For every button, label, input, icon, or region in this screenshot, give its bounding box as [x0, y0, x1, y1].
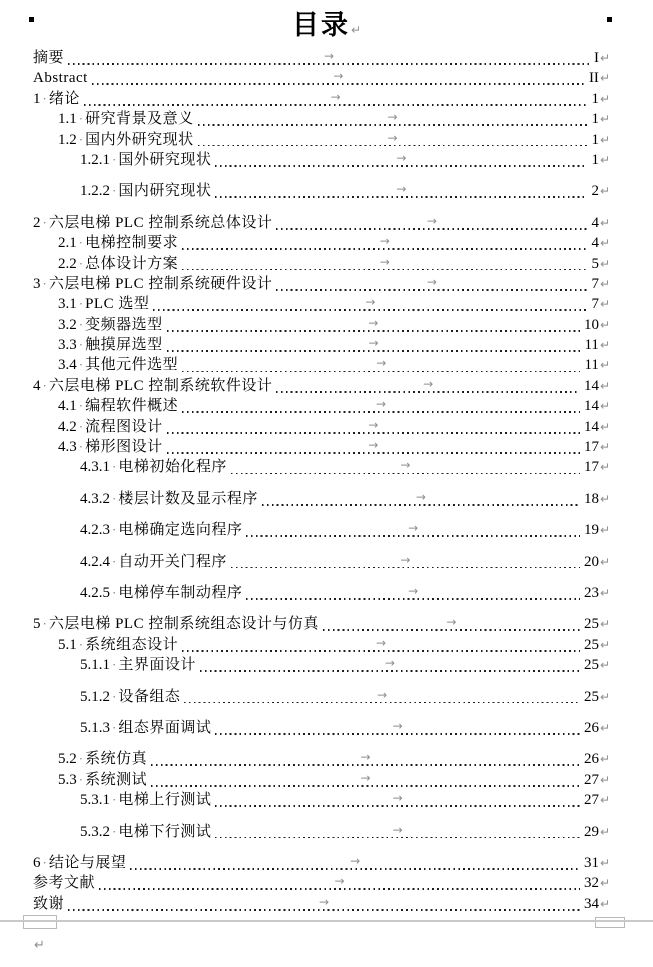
tab-mark-icon: → — [400, 458, 411, 473]
page-number: 10 — [583, 316, 599, 333]
paragraph-mark-icon: ↵ — [599, 491, 610, 506]
space-mark-icon: · — [112, 584, 117, 600]
dot-leader — [181, 233, 588, 253]
page-number: 17 — [583, 459, 599, 476]
entry-number: 5.3.2 — [80, 823, 110, 840]
tab-mark-icon: → — [392, 718, 403, 733]
entry-title: 六层电梯 PLC 控制系统硬件设计 — [48, 275, 273, 292]
paragraph-mark-icon: ↵ — [599, 297, 610, 312]
toc-entry[interactable] — [33, 457, 610, 477]
entry-number: 5.3.1 — [80, 792, 110, 809]
paragraph-mark-icon: ↵ — [599, 637, 610, 652]
tab-mark-icon: → — [368, 315, 379, 330]
entry-title: 国内研究现状 — [118, 183, 212, 200]
space-mark-icon: · — [42, 275, 47, 291]
dot-leader — [181, 396, 581, 416]
tab-mark-icon: → — [384, 656, 395, 671]
toc-entry[interactable] — [33, 687, 610, 707]
tab-mark-icon: → — [365, 295, 376, 310]
page-boundary-line — [0, 920, 653, 922]
paragraph-mark-icon: ↵ — [599, 91, 610, 106]
space-mark-icon: · — [112, 688, 117, 704]
paragraph-mark-icon: ↵ — [599, 215, 610, 230]
entry-number: 5.1 — [58, 636, 77, 653]
dot-leader — [98, 873, 581, 893]
page-number: II — [588, 70, 599, 87]
tab-mark-icon: → — [333, 69, 344, 84]
entry-title: 研究背景及意义 — [85, 111, 194, 128]
dot-leader — [67, 894, 581, 914]
dot-leader — [166, 437, 581, 457]
dot-leader — [275, 213, 588, 233]
entry-title: 总体设计方案 — [85, 255, 179, 272]
page-number: 1 — [591, 90, 599, 107]
page-number: 25 — [583, 636, 599, 653]
space-mark-icon: · — [78, 357, 84, 373]
tab-mark-icon: → — [330, 89, 341, 104]
toc-entry[interactable] — [33, 583, 610, 603]
tab-mark-icon: → — [423, 376, 434, 391]
toc-entry[interactable] — [33, 150, 610, 170]
dot-leader — [197, 109, 589, 129]
paragraph-mark-icon: ↵ — [599, 256, 610, 271]
space-mark-icon: · — [78, 111, 84, 127]
page-number: 26 — [583, 751, 599, 768]
tab-mark-icon: → — [387, 130, 398, 145]
dot-leader — [181, 355, 581, 375]
dot-leader — [214, 150, 588, 170]
entry-number: 3.2 — [58, 316, 77, 333]
page-number: 4 — [591, 214, 599, 231]
toc-entry[interactable] — [33, 254, 610, 274]
toc-entry[interactable] — [33, 770, 610, 790]
entry-title: 电梯确定选向程序 — [118, 522, 243, 539]
space-mark-icon: · — [78, 296, 84, 312]
entry-number: 2.1 — [58, 235, 77, 252]
space-mark-icon: · — [112, 151, 117, 167]
entry-number: 1.2 — [58, 131, 77, 148]
tab-mark-icon: → — [376, 356, 387, 371]
entry-number: 5.3 — [58, 771, 77, 788]
space-mark-icon: · — [112, 792, 117, 808]
paragraph-mark-icon: ↵ — [599, 617, 610, 632]
entry-number: 5.2 — [58, 751, 77, 768]
dot-leader — [152, 294, 588, 314]
toc-entry[interactable] — [33, 396, 610, 416]
space-mark-icon: · — [78, 255, 84, 271]
toc-entry[interactable] — [33, 614, 610, 634]
page-number: 29 — [583, 823, 599, 840]
paragraph-mark-icon: ↵ — [599, 658, 610, 673]
dot-leader — [214, 822, 581, 842]
entry-title: 六层电梯 PLC 控制系统软件设计 — [48, 377, 273, 394]
page-number: 7 — [591, 275, 599, 292]
tab-mark-icon: → — [392, 822, 403, 837]
dot-leader — [129, 853, 581, 873]
entry-title: 电梯停车制动程序 — [118, 584, 243, 601]
entry-number: 5.1.2 — [80, 688, 110, 705]
entry-title: 国外研究现状 — [118, 151, 212, 168]
toc-entry[interactable] — [33, 89, 610, 109]
space-mark-icon: · — [78, 398, 84, 414]
tab-mark-icon: → — [379, 254, 390, 269]
tab-mark-icon: → — [408, 583, 419, 598]
entry-title: 六层电梯 PLC 控制系统总体设计 — [48, 214, 273, 231]
tab-mark-icon: → — [368, 336, 379, 351]
page-boundary-marker-left — [23, 915, 57, 929]
entry-number: 3.3 — [58, 337, 77, 354]
dot-leader — [91, 68, 586, 88]
entry-title: 六层电梯 PLC 控制系统组态设计与仿真 — [48, 616, 319, 633]
paragraph-mark-icon: ↵ — [350, 23, 362, 37]
tab-mark-icon: → — [368, 438, 379, 453]
entry-number: 4.3.1 — [80, 459, 110, 476]
dot-leader — [214, 181, 588, 201]
dot-leader — [197, 130, 589, 150]
dot-leader — [181, 635, 581, 655]
dot-leader — [199, 655, 581, 675]
paragraph-mark-icon: ↵ — [599, 132, 610, 147]
paragraph-mark-icon: ↵ — [599, 358, 610, 373]
paragraph-mark-icon: ↵ — [599, 399, 610, 414]
entry-title: 系统测试 — [85, 771, 148, 788]
space-mark-icon: · — [42, 214, 47, 230]
entry-title: 组态界面调试 — [118, 719, 212, 736]
toc-entry[interactable] — [33, 437, 610, 457]
paragraph-mark-icon: ↵ — [599, 772, 610, 787]
paragraph-mark-icon: ↵ — [599, 317, 610, 332]
space-mark-icon: · — [112, 719, 117, 735]
space-mark-icon: · — [78, 316, 84, 332]
paragraph-mark-icon: ↵ — [599, 276, 610, 291]
page-number: 34 — [583, 895, 599, 912]
dot-leader — [83, 89, 589, 109]
page-number: 32 — [583, 875, 599, 892]
dot-leader — [150, 770, 581, 790]
toc-entry[interactable] — [33, 376, 610, 396]
space-mark-icon: · — [112, 553, 117, 569]
space-mark-icon: · — [112, 490, 117, 506]
page-number: 14 — [583, 418, 599, 435]
tab-mark-icon: → — [375, 635, 387, 650]
tab-mark-icon: → — [446, 615, 457, 630]
paragraph-mark-icon: ↵ — [599, 440, 610, 455]
tab-mark-icon: → — [334, 874, 345, 889]
toc-entry[interactable] — [33, 109, 610, 129]
entry-title: 电梯控制要求 — [85, 235, 179, 252]
space-mark-icon: · — [42, 616, 47, 632]
page-number: 4 — [591, 235, 599, 252]
dot-leader — [181, 254, 588, 274]
paragraph-mark-icon: ↵ — [599, 752, 610, 767]
toc-entry[interactable] — [33, 853, 610, 873]
tab-mark-icon: → — [323, 49, 334, 63]
entry-title: 电梯下行测试 — [118, 823, 212, 840]
tab-mark-icon: → — [360, 770, 371, 785]
paragraph-mark-icon: ↵ — [599, 71, 610, 86]
entry-title: 流程图设计 — [85, 418, 163, 435]
dot-leader — [166, 417, 581, 437]
entry-title: 系统组态设计 — [85, 636, 179, 653]
space-mark-icon: · — [78, 418, 84, 434]
toc-heading — [0, 8, 653, 47]
toc-heading-text: 目录 — [291, 10, 350, 40]
entry-title: 变频器选型 — [85, 316, 163, 333]
toc-entry[interactable] — [33, 655, 610, 675]
tab-mark-icon: → — [426, 213, 437, 228]
entry-title: 致谢 — [33, 895, 65, 912]
paragraph-mark-icon: ↵ — [599, 896, 610, 911]
entry-number: 1.2.1 — [80, 151, 110, 168]
page-number: 25 — [583, 616, 599, 633]
page-number: I — [593, 50, 599, 66]
paragraph-mark-icon: ↵ — [599, 236, 610, 251]
page-number: 7 — [591, 296, 599, 313]
paragraph-mark-icon: ↵ — [599, 824, 610, 839]
toc-entry[interactable] — [33, 294, 610, 314]
tab-mark-icon: → — [375, 397, 387, 412]
page-number: 27 — [583, 771, 599, 788]
toc-entry[interactable] — [33, 213, 610, 233]
tab-mark-icon: → — [377, 687, 388, 702]
paragraph-mark-icon: ↵ — [599, 338, 610, 353]
entry-number: 2 — [33, 214, 41, 231]
entry-number: 4.3 — [58, 439, 77, 456]
dot-leader — [275, 376, 581, 396]
page-number: 14 — [583, 398, 599, 415]
space-mark-icon: · — [78, 131, 84, 147]
entry-title: 参考文献 — [33, 875, 96, 892]
toc-entry[interactable] — [33, 274, 610, 294]
space-mark-icon: · — [42, 854, 47, 870]
entry-title: 编程软件概述 — [85, 398, 179, 415]
space-mark-icon: · — [78, 636, 84, 652]
paragraph-mark-icon: ↵ — [599, 184, 610, 199]
tab-mark-icon: → — [392, 791, 403, 806]
dot-leader — [166, 335, 582, 355]
space-mark-icon: · — [78, 235, 84, 251]
toc-entry[interactable] — [33, 552, 610, 572]
space-mark-icon: · — [78, 337, 84, 353]
entry-title: 系统仿真 — [85, 751, 148, 768]
dot-leader — [67, 48, 591, 68]
page-number: 17 — [583, 439, 599, 456]
space-mark-icon: · — [78, 439, 84, 455]
entry-title: 电梯上行测试 — [118, 792, 212, 809]
toc-entry[interactable] — [33, 489, 610, 509]
tab-mark-icon: → — [379, 234, 390, 249]
page-number: 20 — [583, 553, 599, 570]
toc-entry[interactable] — [33, 315, 610, 335]
page-number: 19 — [583, 522, 599, 539]
page-number: 23 — [583, 584, 599, 601]
entry-title: 触摸屏选型 — [85, 337, 163, 354]
dot-leader — [214, 790, 581, 810]
space-mark-icon: · — [112, 522, 117, 538]
page-number: 25 — [583, 688, 599, 705]
paragraph-mark-icon: ↵ — [599, 523, 610, 538]
entry-number: 6 — [33, 854, 41, 871]
entry-title: PLC 选型 — [85, 296, 150, 313]
entry-title: 主界面设计 — [118, 657, 196, 674]
tab-mark-icon: → — [408, 521, 419, 536]
page-number: 11 — [584, 357, 599, 374]
entry-number: 2.2 — [58, 255, 77, 272]
entry-title: Abstract — [33, 70, 88, 87]
dot-leader — [230, 457, 581, 477]
entry-title: 电梯初始化程序 — [118, 459, 227, 476]
entry-number: 4.2.5 — [80, 584, 110, 601]
page-number: 11 — [584, 337, 599, 354]
space-mark-icon: · — [78, 751, 84, 767]
entry-number: 4.2 — [58, 418, 77, 435]
page-number: 18 — [583, 490, 599, 507]
toc-entry[interactable] — [33, 635, 610, 655]
space-mark-icon: · — [42, 90, 47, 106]
entry-title: 其他元件选型 — [85, 357, 179, 374]
entry-number: 3.4 — [58, 357, 77, 374]
dot-leader — [275, 274, 588, 294]
page-number: 27 — [583, 792, 599, 809]
page-number: 26 — [583, 719, 599, 736]
entry-title: 结论与展望 — [48, 854, 127, 871]
paragraph-mark-icon: ↵ — [599, 855, 610, 870]
page-number: 1 — [591, 131, 599, 148]
page-number: 31 — [583, 854, 599, 871]
entry-number: 5.1.3 — [80, 719, 110, 736]
toc-entry[interactable] — [33, 790, 610, 810]
space-mark-icon: · — [112, 657, 117, 673]
entry-title: 国内外研究现状 — [85, 131, 194, 148]
toc-entry[interactable] — [33, 718, 610, 738]
tab-mark-icon: → — [400, 552, 411, 567]
tab-mark-icon: → — [318, 894, 329, 909]
tab-mark-icon: → — [396, 150, 407, 165]
toc-entry[interactable] — [33, 749, 610, 769]
toc-entry[interactable] — [33, 48, 610, 68]
paragraph-mark-icon: ↵ — [599, 793, 610, 808]
paragraph-mark-icon: ↵ — [599, 585, 610, 600]
entry-title: 摘要 — [33, 50, 65, 66]
entry-title: 绪论 — [48, 90, 80, 107]
dot-leader — [183, 687, 581, 707]
tab-mark-icon: → — [368, 417, 379, 432]
entry-title: 自动开关门程序 — [118, 553, 227, 570]
toc-entry[interactable] — [33, 894, 610, 914]
page-number: 25 — [583, 657, 599, 674]
dot-leader — [166, 315, 581, 335]
space-mark-icon: · — [112, 183, 117, 199]
entry-number: 4.2.4 — [80, 553, 110, 570]
dot-leader — [230, 552, 581, 572]
tab-mark-icon: → — [350, 853, 361, 868]
dot-leader — [150, 749, 581, 769]
entry-title: 梯形图设计 — [85, 439, 163, 456]
toc-entry[interactable] — [33, 520, 610, 540]
toc-entry[interactable] — [33, 355, 610, 375]
page-number: 1 — [591, 151, 599, 168]
entry-number: 5 — [33, 616, 41, 633]
paragraph-mark-icon: ↵ — [599, 152, 610, 167]
paragraph-mark-icon: ↵ — [599, 51, 610, 65]
entry-number: 3.1 — [58, 296, 77, 313]
tab-mark-icon: → — [387, 110, 398, 125]
toc-entry[interactable] — [33, 181, 610, 201]
entry-number: 4.1 — [58, 398, 77, 415]
entry-number: 5.1.1 — [80, 657, 110, 674]
toc-entry[interactable] — [33, 233, 610, 253]
entry-title: 设备组态 — [118, 688, 181, 705]
entry-number: 3 — [33, 275, 41, 292]
paragraph-mark-icon: ↵ — [34, 938, 45, 953]
paragraph-mark-icon: ↵ — [599, 689, 610, 704]
space-mark-icon: · — [112, 459, 117, 475]
dot-leader — [245, 520, 581, 540]
entry-number: 4.3.2 — [80, 490, 110, 507]
paragraph-mark-icon: ↵ — [599, 720, 610, 735]
entry-number: 4.2.3 — [80, 522, 110, 539]
paragraph-mark-icon: ↵ — [599, 419, 610, 434]
tab-mark-icon: → — [426, 274, 437, 289]
dot-leader — [322, 614, 581, 634]
entry-title: 楼层计数及显示程序 — [118, 490, 258, 507]
paragraph-mark-icon: ↵ — [599, 460, 610, 475]
paragraph-mark-icon: ↵ — [599, 554, 610, 569]
page-number: 2 — [591, 183, 599, 200]
entry-number: 1.2.2 — [80, 183, 110, 200]
toc-entry[interactable] — [33, 873, 610, 893]
paragraph-mark-icon: ↵ — [599, 876, 610, 891]
paragraph-mark-icon: ↵ — [599, 112, 610, 127]
toc-entry[interactable] — [33, 130, 610, 150]
page-boundary-marker-right — [595, 917, 625, 928]
toc-entry[interactable] — [33, 822, 610, 842]
space-mark-icon: · — [112, 823, 117, 839]
space-mark-icon: · — [78, 771, 84, 787]
dot-leader — [261, 489, 581, 509]
tab-mark-icon: → — [360, 750, 371, 765]
page-number: 1 — [591, 111, 599, 128]
page-number: 5 — [591, 255, 599, 272]
dot-leader — [214, 718, 581, 738]
toc-entry[interactable] — [33, 335, 610, 355]
tab-mark-icon: → — [396, 182, 407, 197]
toc-list — [33, 48, 610, 914]
entry-number: 1 — [33, 90, 41, 107]
toc-entry[interactable] — [33, 417, 610, 437]
entry-number: 1.1 — [58, 111, 77, 128]
tab-mark-icon: → — [415, 489, 426, 504]
entry-number: 4 — [33, 377, 41, 394]
toc-entry[interactable] — [33, 68, 610, 88]
page-number: 14 — [583, 377, 599, 394]
dot-leader — [245, 583, 581, 603]
space-mark-icon: · — [42, 377, 47, 393]
paragraph-mark-icon: ↵ — [599, 378, 610, 393]
